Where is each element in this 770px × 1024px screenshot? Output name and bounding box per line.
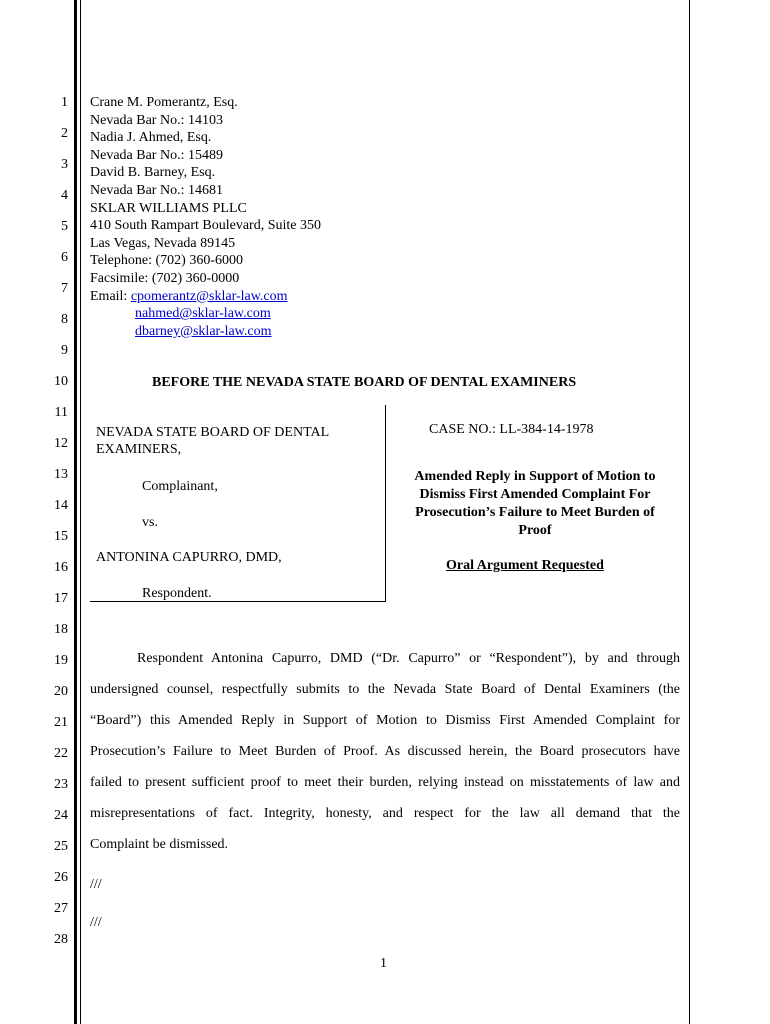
complainant-line: NEVADA STATE BOARD OF DENTAL	[96, 425, 330, 440]
line-number: 5	[61, 219, 68, 234]
respondent-name: ANTONINA CAPURRO, DMD,	[96, 550, 282, 565]
counsel-line: SKLAR WILLIAMS PLLC	[90, 200, 247, 216]
line-number: 28	[54, 932, 68, 947]
left-margin-rule-thick	[74, 0, 77, 1024]
line-number: 4	[61, 188, 68, 203]
left-margin-rule-thin	[80, 0, 81, 1024]
email-row	[90, 323, 321, 341]
body-line: Prosecution’s Failure to Meet Burden of Proof. As discussed herein, the Board prosecutors have	[90, 744, 680, 759]
oral-argument-requested: Oral Argument Requested	[446, 558, 604, 573]
line-number: 21	[54, 715, 68, 730]
right-margin-rule	[689, 0, 690, 1024]
motion-title	[390, 468, 680, 540]
counsel-line: 410 South Rampart Boulevard, Suite 350	[90, 218, 321, 234]
email-link-ahmed[interactable]: nahmed@sklar-law.com	[135, 306, 271, 322]
line-number: 19	[54, 653, 68, 668]
versus-label: vs.	[142, 515, 158, 530]
counsel-line: Nevada Bar No.: 15489	[90, 147, 223, 163]
body-line: “Board”) this Amended Reply in Support of Motion to Dismiss First Amended Complaint for	[90, 713, 680, 728]
line-number: 12	[54, 436, 68, 451]
line-number: 11	[54, 405, 68, 420]
page-number: 1	[380, 956, 387, 971]
motion-title-line: Dismiss First Amended Complaint For	[419, 487, 651, 502]
counsel-block	[90, 94, 321, 340]
line-number: 26	[54, 870, 68, 885]
respondent-role: Respondent.	[142, 586, 212, 601]
line-number: 2	[61, 126, 68, 141]
line-number: 10	[54, 374, 68, 389]
counsel-line: Telephone: (702) 360-6000	[90, 253, 243, 269]
counsel-line: David B. Barney, Esq.	[90, 165, 216, 181]
body-line: Respondent Antonina Capurro, DMD (“Dr. Capurro” or “Respondent”), by and through	[137, 651, 680, 666]
counsel-line: Crane M. Pomerantz, Esq.	[90, 95, 238, 110]
section-mark: ///	[90, 877, 102, 892]
body-line: misrepresentations of fact. Integrity, honesty, and respect for the law all demand that the	[90, 806, 680, 821]
body-line: failed to present sufficient proof to meet their burden, relying instead on misstatements of law and	[90, 775, 680, 790]
email-label: Email:	[90, 288, 128, 304]
motion-title-line: Amended Reply in Support of Motion to	[414, 469, 656, 484]
counsel-line: Nadia J. Ahmed, Esq.	[90, 130, 212, 146]
counsel-line: Nevada Bar No.: 14103	[90, 112, 223, 128]
line-number: 13	[54, 467, 68, 482]
counsel-line: Las Vegas, Nevada 89145	[90, 235, 236, 251]
complainant-line: EXAMINERS,	[96, 442, 182, 457]
complainant-name	[96, 424, 329, 458]
line-number: 23	[54, 777, 68, 792]
tribunal-heading: BEFORE THE NEVADA STATE BOARD OF DENTAL EXAMINERS	[152, 375, 577, 390]
line-number: 25	[54, 839, 68, 854]
line-number: 3	[61, 157, 68, 172]
motion-title-line: Proof	[518, 523, 552, 538]
line-number: 16	[54, 560, 68, 575]
motion-title-line: Prosecution’s Failure to Meet Burden of	[415, 505, 655, 520]
counsel-line: Nevada Bar No.: 14681	[90, 182, 223, 198]
complainant-role: Complainant,	[142, 479, 218, 494]
line-number: 6	[61, 250, 68, 265]
line-number: 22	[54, 746, 68, 761]
case-number: CASE NO.: LL-384-14-1978	[429, 422, 594, 437]
line-number: 7	[61, 281, 68, 296]
body-line: undersigned counsel, respectfully submits to the Nevada State Board of Dental Examiners (the	[90, 682, 680, 697]
line-number: 18	[54, 622, 68, 637]
line-number: 1	[61, 95, 68, 110]
section-mark: ///	[90, 915, 102, 930]
email-link-barney[interactable]: dbarney@sklar-law.com	[135, 323, 272, 339]
line-number: 8	[61, 312, 68, 327]
line-number: 20	[54, 684, 68, 699]
counsel-line: Facsimile: (702) 360-0000	[90, 270, 240, 286]
line-number: 14	[54, 498, 68, 513]
email-link-pomerantz[interactable]: cpomerantz@sklar-law.com	[130, 288, 288, 304]
email-row	[90, 305, 321, 323]
line-number: 15	[54, 529, 68, 544]
line-number: 24	[54, 808, 68, 823]
line-number: 27	[54, 901, 68, 916]
body-line: Complaint be dismissed.	[90, 837, 229, 852]
line-number: 17	[54, 591, 68, 606]
line-number: 9	[61, 343, 68, 358]
email-row	[90, 288, 321, 306]
